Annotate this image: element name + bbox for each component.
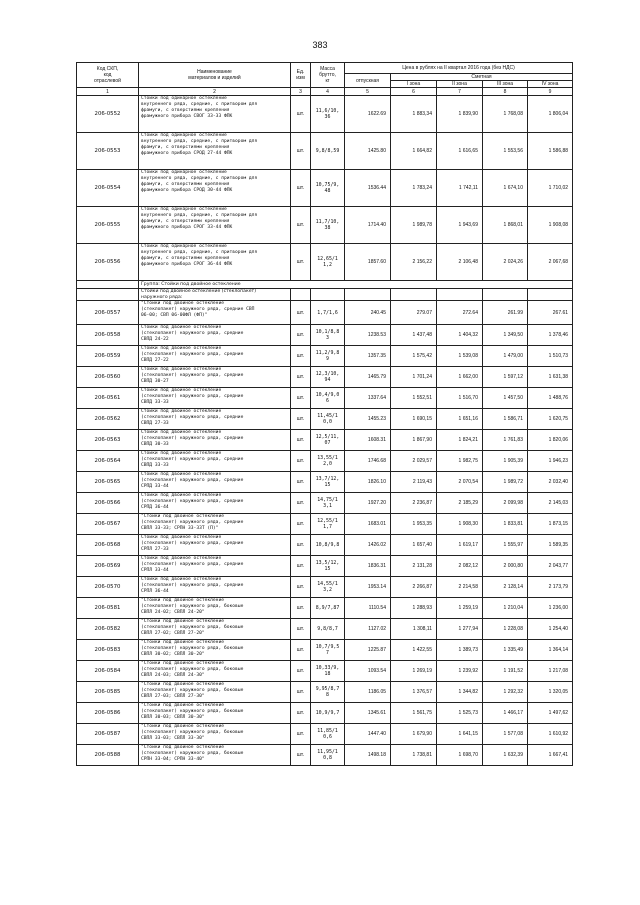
col-index: 7 xyxy=(437,88,483,96)
price-zone-3: 1 674,10 xyxy=(483,170,528,207)
item-name: "Стойки под двойное остекление (стеклопакет) наружного ряда, боковые СВПЛ 24-03; СВПЛ 24-30" xyxy=(139,661,291,682)
price-zone-1: 1 437,48 xyxy=(391,325,437,346)
item-code: 206-0584 xyxy=(77,661,139,682)
price-zone-1: 1 308,11 xyxy=(391,619,437,640)
price-zone-1: 1 376,57 xyxy=(391,682,437,703)
price-zone-2: 1 641,15 xyxy=(437,724,483,745)
price-release: 240.45 xyxy=(345,301,391,325)
price-zone-3: 1 989,72 xyxy=(483,472,528,493)
table-row xyxy=(77,556,573,577)
item-mass: 11,7/10, 38 xyxy=(311,207,345,244)
price-zone-4: 1 586,88 xyxy=(528,133,573,170)
item-code: 206-0554 xyxy=(77,170,139,207)
header-price-title: Цена в рублях на II квартал 2016 года (без НДС) xyxy=(345,63,573,74)
price-release: 1498.18 xyxy=(345,745,391,766)
item-unit: шт. xyxy=(291,133,311,170)
price-zone-3: 1 905,39 xyxy=(483,451,528,472)
price-zone-3: 1 210,04 xyxy=(483,598,528,619)
price-zone-1: 279.07 xyxy=(391,301,437,325)
col-index: 5 xyxy=(345,88,391,96)
price-zone-1: 1 575,42 xyxy=(391,346,437,367)
item-name: Стойки под двойное остекление (стеклопакет) наружного ряда, средние СВПД 33-33 xyxy=(139,451,291,472)
item-name: Стойки под двойное остекление (стеклопакет) наружного ряда, средние СВПД 30-27 xyxy=(139,367,291,388)
item-mass: 10,9/9,7 xyxy=(311,703,345,724)
table-row xyxy=(77,619,573,640)
item-unit: шт. xyxy=(291,170,311,207)
price-zone-2: 1 344,82 xyxy=(437,682,483,703)
item-unit: шт. xyxy=(291,535,311,556)
price-zone-1: 1 701,24 xyxy=(391,367,437,388)
group-label: Группа: Стойки под двойное остекление xyxy=(139,281,573,289)
table-row xyxy=(77,598,573,619)
item-unit: шт. xyxy=(291,244,311,281)
item-code: 206-0556 xyxy=(77,244,139,281)
table-row xyxy=(77,244,573,281)
item-mass: 11,6/10, 36 xyxy=(311,96,345,133)
table-row xyxy=(77,535,573,556)
price-release: 1225.87 xyxy=(345,640,391,661)
item-mass: 8,9/7,87 xyxy=(311,598,345,619)
item-code: 206-0553 xyxy=(77,133,139,170)
item-name: "Стойки под двойное остекление (стеклопакет) наружного ряда, боковые СВПЛ 27-03; СВПЛ 27-30" xyxy=(139,682,291,703)
price-release: 1345.61 xyxy=(345,703,391,724)
price-table xyxy=(76,62,573,766)
item-code: 206-0583 xyxy=(77,640,139,661)
item-name: Стойки под двойное остекление (стеклопакет) наружного ряда, средние СРПД 36-44 xyxy=(139,493,291,514)
item-code: 206-0560 xyxy=(77,367,139,388)
header-zone-4: IV зона xyxy=(528,81,573,88)
price-zone-2: 272.64 xyxy=(437,301,483,325)
price-zone-1: 1 422,55 xyxy=(391,640,437,661)
price-zone-2: 1 539,08 xyxy=(437,346,483,367)
price-zone-1: 1 738,81 xyxy=(391,745,437,766)
price-zone-4: 1 510,73 xyxy=(528,346,573,367)
col-index: 9 xyxy=(528,88,573,96)
item-name: Стойки под двойное остекление (стеклопакет) наружного ряда, средние СВПД 27-22 xyxy=(139,346,291,367)
price-zone-4: 1 873,15 xyxy=(528,514,573,535)
price-zone-2: 2 070,54 xyxy=(437,472,483,493)
table-row xyxy=(77,745,573,766)
price-release: 1836.31 xyxy=(345,556,391,577)
item-mass: 11,45/1 0,0 xyxy=(311,409,345,430)
price-release: 1455.23 xyxy=(345,409,391,430)
table-row xyxy=(77,661,573,682)
col-index: 6 xyxy=(391,88,437,96)
item-name: "Стойки под двойное остекление (стеклопакет) наружного ряда, боковые СВПЛ 27-02; СВПЛ 27-20" xyxy=(139,619,291,640)
item-unit: шт. xyxy=(291,409,311,430)
item-unit: шт. xyxy=(291,661,311,682)
table-row xyxy=(77,96,573,133)
price-zone-4: 1 610,92 xyxy=(528,724,573,745)
item-mass: 10,75/9, 48 xyxy=(311,170,345,207)
price-zone-2: 1 389,73 xyxy=(437,640,483,661)
price-zone-1: 1 690,15 xyxy=(391,409,437,430)
price-release: 1608.31 xyxy=(345,430,391,451)
header-zone-2: II зона xyxy=(437,81,483,88)
price-zone-4: 2 043,77 xyxy=(528,556,573,577)
col-index: 8 xyxy=(483,88,528,96)
item-name: "Стойки под двойное остекление (стеклопакет) наружного ряда, боковые СВПЛ 30-03; СВПЛ 30-30" xyxy=(139,703,291,724)
price-zone-2: 1 516,70 xyxy=(437,388,483,409)
item-name: Стойки под двойное остекление (стеклопакет) наружного ряда, средние СРПЛ 27-33 xyxy=(139,535,291,556)
item-unit: шт. xyxy=(291,703,311,724)
price-release: 1683.01 xyxy=(345,514,391,535)
item-code: 206-0567 xyxy=(77,514,139,535)
price-release: 1357.35 xyxy=(345,346,391,367)
col-index: 4 xyxy=(311,88,345,96)
item-code: 206-0581 xyxy=(77,598,139,619)
item-code: 206-0563 xyxy=(77,430,139,451)
header-estimate: Сметная xyxy=(391,74,573,81)
item-unit: шт. xyxy=(291,493,311,514)
price-zone-2: 2 214,58 xyxy=(437,577,483,598)
price-zone-1: 1 561,75 xyxy=(391,703,437,724)
price-zone-2: 1 239,92 xyxy=(437,661,483,682)
item-unit: шт. xyxy=(291,207,311,244)
price-zone-3: 2 000,80 xyxy=(483,556,528,577)
price-zone-3: 1 228,08 xyxy=(483,619,528,640)
price-release: 1622.69 xyxy=(345,96,391,133)
item-code: 206-0587 xyxy=(77,724,139,745)
table-row xyxy=(77,430,573,451)
item-code: 206-0566 xyxy=(77,493,139,514)
item-name: Стойки под двойное остекление (стеклопакет) наружного ряда, средние СРПЛ 36-44 xyxy=(139,577,291,598)
item-mass: 9,8/8,59 xyxy=(311,133,345,170)
header-mass: Масса брутто, кг xyxy=(311,63,345,88)
price-zone-2: 1 982,75 xyxy=(437,451,483,472)
price-zone-3: 2 024,26 xyxy=(483,244,528,281)
price-zone-4: 1 620,75 xyxy=(528,409,573,430)
col-index: 2 xyxy=(139,88,291,96)
item-name: "Стойки под двойное остекление (стеклопакет) наружного ряда, боковые СВПЛ 30-02; СВПЛ 30-20" xyxy=(139,640,291,661)
price-zone-2: 1 404,32 xyxy=(437,325,483,346)
item-code: 206-0569 xyxy=(77,556,139,577)
price-zone-4: 1 364,14 xyxy=(528,640,573,661)
header-release: отпускная xyxy=(345,74,391,88)
item-name: "Стойки под двойное остекление (стеклопакет) наружного ряда, средние СВП 06-00; СВП 06-00ФЛ (ФП)" xyxy=(139,301,291,325)
price-zone-1: 1 664,82 xyxy=(391,133,437,170)
price-zone-2: 2 106,48 xyxy=(437,244,483,281)
price-zone-1: 2 156,22 xyxy=(391,244,437,281)
price-zone-1: 2 236,87 xyxy=(391,493,437,514)
price-zone-4: 1 236,00 xyxy=(528,598,573,619)
price-zone-4: 1 589,35 xyxy=(528,535,573,556)
table-row xyxy=(77,493,573,514)
price-zone-4: 1 710,02 xyxy=(528,170,573,207)
price-zone-4: 267.61 xyxy=(528,301,573,325)
item-code: 206-0561 xyxy=(77,388,139,409)
price-zone-3: 1 833,81 xyxy=(483,514,528,535)
table-row xyxy=(77,346,573,367)
price-release: 1426.02 xyxy=(345,535,391,556)
subgroup-label: Стойки под двойное остекление (стеклопакет) наружного ряда: xyxy=(139,289,291,301)
item-code: 206-0586 xyxy=(77,703,139,724)
price-zone-3: 1 191,52 xyxy=(483,661,528,682)
item-name: Стойки под двойное остекление (стеклопакет) наружного ряда, средние СВПД 30-33 xyxy=(139,430,291,451)
item-unit: шт. xyxy=(291,682,311,703)
item-unit: шт. xyxy=(291,724,311,745)
table-row xyxy=(77,388,573,409)
price-zone-4: 1 320,05 xyxy=(528,682,573,703)
price-release: 1447.40 xyxy=(345,724,391,745)
item-mass: 11,85/1 0,6 xyxy=(311,724,345,745)
price-zone-1: 1 953,35 xyxy=(391,514,437,535)
price-zone-1: 1 679,90 xyxy=(391,724,437,745)
price-zone-4: 1 631,38 xyxy=(528,367,573,388)
item-code: 206-0562 xyxy=(77,409,139,430)
price-release: 1927.20 xyxy=(345,493,391,514)
price-zone-3: 1 479,00 xyxy=(483,346,528,367)
price-zone-4: 1 254,40 xyxy=(528,619,573,640)
price-zone-2: 1 277,94 xyxy=(437,619,483,640)
table-row xyxy=(77,640,573,661)
price-release: 1536.44 xyxy=(345,170,391,207)
price-release: 1110.54 xyxy=(345,598,391,619)
col-index: 1 xyxy=(77,88,139,96)
item-unit: шт. xyxy=(291,301,311,325)
item-code: 206-0558 xyxy=(77,325,139,346)
item-name: Стойки под одинарное остекление внутреннего ряда, средние, с притвором для фрамуги, с отверстиями крепления фрамужного прибора СРОД 27-44 ФПК xyxy=(139,133,291,170)
price-zone-2: 1 839,90 xyxy=(437,96,483,133)
price-zone-2: 1 259,19 xyxy=(437,598,483,619)
price-release: 1953.14 xyxy=(345,577,391,598)
item-unit: шт. xyxy=(291,325,311,346)
price-zone-4: 2 067,68 xyxy=(528,244,573,281)
item-name: Стойки под двойное остекление (стеклопакет) наружного ряда, средние СРПД 33-44 xyxy=(139,472,291,493)
column-index-row xyxy=(77,88,573,96)
page-number: 383 xyxy=(312,40,328,50)
header-zone-1: I зона xyxy=(391,81,437,88)
item-code: 206-0552 xyxy=(77,96,139,133)
price-zone-4: 1 667,41 xyxy=(528,745,573,766)
price-zone-4: 1 378,46 xyxy=(528,325,573,346)
header-code: Код СКП, код отраслевой xyxy=(77,63,139,88)
item-mass: 10,1/8,8 3 xyxy=(311,325,345,346)
item-mass: 10,33/9, 18 xyxy=(311,661,345,682)
item-mass: 10,7/9,5 7 xyxy=(311,640,345,661)
price-zone-2: 1 943,69 xyxy=(437,207,483,244)
price-release: 1425.80 xyxy=(345,133,391,170)
item-name: Стойки под одинарное остекление внутреннего ряда, средние, с притвором для фрамуги, с отверстиями крепления фрамужного прибора СРОГ 33-44 ФПК xyxy=(139,207,291,244)
item-mass: 12,3/10, 94 xyxy=(311,367,345,388)
price-zone-3: 1 577,08 xyxy=(483,724,528,745)
item-mass: 12,65/1 1,2 xyxy=(311,244,345,281)
price-zone-1: 1 552,51 xyxy=(391,388,437,409)
price-release: 1714.40 xyxy=(345,207,391,244)
price-release: 1238.53 xyxy=(345,325,391,346)
price-zone-1: 1 657,40 xyxy=(391,535,437,556)
price-zone-3: 1 457,50 xyxy=(483,388,528,409)
price-zone-1: 1 269,19 xyxy=(391,661,437,682)
price-zone-3: 1 553,56 xyxy=(483,133,528,170)
item-mass: 13,7/12, 15 xyxy=(311,472,345,493)
price-zone-2: 1 525,73 xyxy=(437,703,483,724)
item-name: Стойки под двойное остекление (стеклопакет) наружного ряда, средние СВПД 33-33 xyxy=(139,388,291,409)
table-row xyxy=(77,451,573,472)
header-zone-3: III зона xyxy=(483,81,528,88)
item-code: 206-0585 xyxy=(77,682,139,703)
price-release: 1746.68 xyxy=(345,451,391,472)
price-zone-1: 1 867,90 xyxy=(391,430,437,451)
item-name: Стойки под двойное остекление (стеклопакет) наружного ряда, средние СВПД 24-22 xyxy=(139,325,291,346)
table-row xyxy=(77,682,573,703)
price-zone-3: 1 597,12 xyxy=(483,367,528,388)
item-unit: шт. xyxy=(291,96,311,133)
price-zone-1: 2 266,87 xyxy=(391,577,437,598)
subgroup-row xyxy=(77,289,573,301)
header-name: Наименование материалов и изделий xyxy=(139,63,291,88)
price-zone-1: 2 131,28 xyxy=(391,556,437,577)
price-zone-3: 1 761,83 xyxy=(483,430,528,451)
price-release: 1186.05 xyxy=(345,682,391,703)
item-mass: 12,55/1 1,7 xyxy=(311,514,345,535)
item-unit: шт. xyxy=(291,745,311,766)
price-zone-4: 1 908,08 xyxy=(528,207,573,244)
group-row xyxy=(77,281,573,289)
item-unit: шт. xyxy=(291,514,311,535)
item-code: 206-0570 xyxy=(77,577,139,598)
table-row xyxy=(77,207,573,244)
price-zone-3: 2 128,14 xyxy=(483,577,528,598)
price-zone-3: 261.99 xyxy=(483,301,528,325)
table-row xyxy=(77,514,573,535)
table-row xyxy=(77,367,573,388)
item-name: Стойки под двойное остекление (стеклопакет) наружного ряда, средние СВПД 27-33 xyxy=(139,409,291,430)
col-index: 3 xyxy=(291,88,311,96)
item-name: Стойки под одинарное остекление внутреннего ряда, средние, с притвором для фрамуги, с отверстиями крепления фрамужного прибора СРОД 30-44 ФПК xyxy=(139,170,291,207)
table-row xyxy=(77,472,573,493)
item-mass: 11,95/1 0,8 xyxy=(311,745,345,766)
price-zone-2: 1 619,17 xyxy=(437,535,483,556)
item-unit: шт. xyxy=(291,367,311,388)
item-mass: 11,2/9,8 9 xyxy=(311,346,345,367)
price-zone-1: 1 989,78 xyxy=(391,207,437,244)
item-unit: шт. xyxy=(291,346,311,367)
item-mass: 13,5/12, 15 xyxy=(311,556,345,577)
price-zone-1: 2 029,57 xyxy=(391,451,437,472)
item-code: 206-0557 xyxy=(77,301,139,325)
item-code: 206-0565 xyxy=(77,472,139,493)
price-zone-2: 1 651,16 xyxy=(437,409,483,430)
price-zone-1: 1 783,24 xyxy=(391,170,437,207)
item-name: "Стойки под двойное остекление (стеклопакет) наружного ряда, боковые СРПН 33-04; СРПН 33-40" xyxy=(139,745,291,766)
price-release: 1127.02 xyxy=(345,619,391,640)
item-mass: 10,4/9,0 6 xyxy=(311,388,345,409)
table-row xyxy=(77,301,573,325)
price-zone-1: 1 288,93 xyxy=(391,598,437,619)
item-name: "Стойки под двойное остекление (стеклопакет) наружного ряда, боковые СВПЛ 33-03; СВПЛ 33-30" xyxy=(139,724,291,745)
item-name: Стойки под двойное остекление (стеклопакет) наружного ряда, средние СРПЛ 33-44 xyxy=(139,556,291,577)
price-zone-4: 1 217,08 xyxy=(528,661,573,682)
item-code: 206-0588 xyxy=(77,745,139,766)
item-code: 206-0559 xyxy=(77,346,139,367)
price-zone-4: 1 806,04 xyxy=(528,96,573,133)
item-name: "Стойки под двойное остекление (стеклопакет) наружного ряда, боковые СВПЛ 24-02; СВПЛ 24-20" xyxy=(139,598,291,619)
price-release: 1465.79 xyxy=(345,367,391,388)
item-mass: 14,55/1 3,2 xyxy=(311,577,345,598)
price-zone-3: 1 555,97 xyxy=(483,535,528,556)
item-unit: шт. xyxy=(291,430,311,451)
price-zone-1: 1 883,34 xyxy=(391,96,437,133)
price-zone-3: 1 868,01 xyxy=(483,207,528,244)
item-mass: 14,75/1 3,1 xyxy=(311,493,345,514)
price-zone-3: 1 586,71 xyxy=(483,409,528,430)
item-mass: 9,8/8,7 xyxy=(311,619,345,640)
table-row xyxy=(77,724,573,745)
price-release: 1337.64 xyxy=(345,388,391,409)
price-zone-3: 1 632,39 xyxy=(483,745,528,766)
price-zone-2: 1 824,21 xyxy=(437,430,483,451)
item-name: Стойки под одинарное остекление внутреннего ряда, средние, с притвором для фрамуги, с отверстиями крепления фрамужного прибора СВОГ 33-33 ФПК xyxy=(139,96,291,133)
item-name: Стойки под одинарное остекление внутреннего ряда, средние, с притвором для фрамуги, с отверстиями крепления фрамужного прибора СРОГ 36-44 ФПК xyxy=(139,244,291,281)
table-row xyxy=(77,703,573,724)
price-zone-3: 1 768,08 xyxy=(483,96,528,133)
item-mass: 9,95/8,7 8 xyxy=(311,682,345,703)
item-unit: шт. xyxy=(291,577,311,598)
price-zone-2: 1 908,30 xyxy=(437,514,483,535)
item-name: "Стойки под двойное остекление (стеклопакет) наружного ряда, средние СВПЛ 33-33; СРПН 33-33Т (П)" xyxy=(139,514,291,535)
item-code: 206-0582 xyxy=(77,619,139,640)
item-unit: шт. xyxy=(291,388,311,409)
price-zone-2: 1 698,70 xyxy=(437,745,483,766)
price-zone-3: 1 292,32 xyxy=(483,682,528,703)
price-zone-4: 2 032,40 xyxy=(528,472,573,493)
price-release: 1826.10 xyxy=(345,472,391,493)
item-unit: шт. xyxy=(291,472,311,493)
item-unit: шт. xyxy=(291,556,311,577)
header-unit: Ед. изм xyxy=(291,63,311,88)
price-zone-2: 1 616,65 xyxy=(437,133,483,170)
price-zone-1: 2 119,43 xyxy=(391,472,437,493)
price-zone-3: 2 099,98 xyxy=(483,493,528,514)
table-row xyxy=(77,325,573,346)
item-mass: 13,55/1 2,0 xyxy=(311,451,345,472)
price-zone-2: 2 185,29 xyxy=(437,493,483,514)
price-zone-3: 1 466,17 xyxy=(483,703,528,724)
price-release: 1857.60 xyxy=(345,244,391,281)
item-mass: 1,7/1,6 xyxy=(311,301,345,325)
item-unit: шт. xyxy=(291,640,311,661)
price-zone-4: 2 173,79 xyxy=(528,577,573,598)
item-unit: шт. xyxy=(291,451,311,472)
price-zone-2: 1 742,11 xyxy=(437,170,483,207)
table-row xyxy=(77,409,573,430)
table-row xyxy=(77,133,573,170)
price-zone-4: 1 488,76 xyxy=(528,388,573,409)
price-zone-3: 1 335,49 xyxy=(483,640,528,661)
price-zone-4: 1 497,62 xyxy=(528,703,573,724)
price-zone-2: 1 662,00 xyxy=(437,367,483,388)
table-row xyxy=(77,170,573,207)
price-release: 1093.54 xyxy=(345,661,391,682)
item-code: 206-0564 xyxy=(77,451,139,472)
table-row xyxy=(77,577,573,598)
price-zone-3: 1 349,50 xyxy=(483,325,528,346)
price-zone-2: 2 082,12 xyxy=(437,556,483,577)
price-zone-4: 2 145,03 xyxy=(528,493,573,514)
item-code: 206-0568 xyxy=(77,535,139,556)
item-unit: шт. xyxy=(291,619,311,640)
price-zone-4: 1 946,23 xyxy=(528,451,573,472)
item-unit: шт. xyxy=(291,598,311,619)
item-mass: 12,5/11, 07 xyxy=(311,430,345,451)
item-mass: 10,8/9,8 xyxy=(311,535,345,556)
price-zone-4: 1 820,06 xyxy=(528,430,573,451)
item-code: 206-0555 xyxy=(77,207,139,244)
